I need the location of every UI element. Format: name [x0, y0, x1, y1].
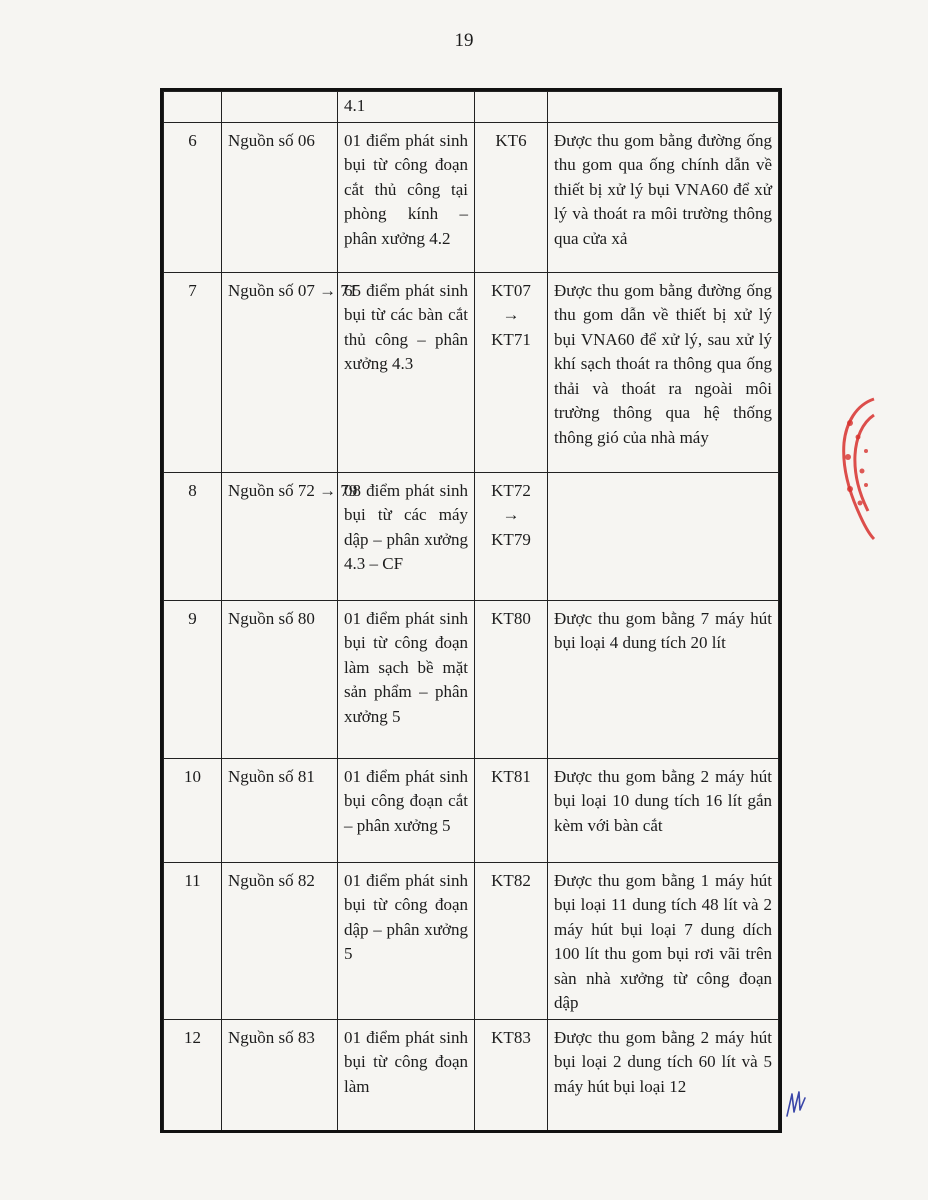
source-cell: Nguồn số 82 — [222, 862, 338, 1019]
code-cell: KT81 — [475, 758, 548, 862]
code-cell: KT82 — [475, 862, 548, 1019]
table-row — [164, 862, 779, 1019]
emission-sources-table — [160, 88, 782, 1133]
treatment-cell: Được thu gom bằng đường ống thu gom qua ống chính dẫn về thiết bị xử lý bụi VNA60 để xử lý và thoát ra môi trường thông qua cửa xả — [548, 122, 779, 272]
table — [163, 91, 779, 1133]
row-number: 11 — [164, 862, 222, 1019]
table-row — [164, 758, 779, 862]
table-row — [164, 272, 779, 472]
treatment-cell — [548, 472, 779, 600]
description-cell: 01 điểm phát sinh bụi từ công đoạn cắt thủ công tại phòng kính – phân xưởng 4.2 — [338, 122, 475, 272]
treatment-cell: Được thu gom bằng 7 máy hút bụi loại 4 dung tích 20 lít — [548, 600, 779, 758]
source-cell: Nguồn số 83 — [222, 1019, 338, 1133]
description-cell: 4.1 — [338, 92, 475, 123]
description-cell: 01 điểm phát sinh bụi từ công đoạn làm — [338, 1019, 475, 1133]
treatment-cell: Được thu gom bằng 1 máy hút bụi loại 11 dung tích 48 lít và 2 máy hút bụi loại 7 dung dích 100 lít thu gom bụi rơi vãi trên sàn nhà xưởng từ công đoạn dập — [548, 862, 779, 1019]
source-cell: Nguồn số 06 — [222, 122, 338, 272]
row-number: 8 — [164, 472, 222, 600]
source-cell: Nguồn số 72 → 79 — [222, 472, 338, 600]
table-body — [164, 92, 779, 1134]
code-cell: KT72 → KT79 — [475, 472, 548, 600]
description-cell: 65 điểm phát sinh bụi từ các bàn cắt thủ công – phân xưởng 4.3 — [338, 272, 475, 472]
row-number: 9 — [164, 600, 222, 758]
source-cell — [222, 92, 338, 123]
row-number — [164, 92, 222, 123]
table-row — [164, 600, 779, 758]
description-cell: 01 điểm phát sinh bụi từ công đoạn dập – phân xưởng 5 — [338, 862, 475, 1019]
code-cell: KT80 — [475, 600, 548, 758]
source-cell: Nguồn số 80 — [222, 600, 338, 758]
code-cell — [475, 92, 548, 123]
treatment-cell: Được thu gom bằng đường ống thu gom dẫn về thiết bị xử lý bụi VNA60 để xử lý, sau xử lý khí sạch thoát ra thông qua ống thải và thoát ra ngoài môi trường thông qua hệ thống thông gió của nhà máy — [548, 272, 779, 472]
source-cell: Nguồn số 07 → 71 — [222, 272, 338, 472]
code-cell: KT6 — [475, 122, 548, 272]
table-row — [164, 472, 779, 600]
treatment-cell: Được thu gom bằng 2 máy hút bụi loại 2 dung tích 60 lít và 5 máy hút bụi loại 12 — [548, 1019, 779, 1133]
table-row — [164, 122, 779, 272]
row-number: 10 — [164, 758, 222, 862]
source-cell: Nguồn số 81 — [222, 758, 338, 862]
row-number: 12 — [164, 1019, 222, 1133]
table-row — [164, 92, 779, 123]
treatment-cell — [548, 92, 779, 123]
page-number: 19 — [454, 30, 474, 51]
red-seal-stamp — [836, 393, 876, 543]
row-number: 6 — [164, 122, 222, 272]
code-cell: KT83 — [475, 1019, 548, 1133]
treatment-cell: Được thu gom bằng 2 máy hút bụi loại 10 dung tích 16 lít gắn kèm với bàn cắt — [548, 758, 779, 862]
code-cell: KT07 → KT71 — [475, 272, 548, 472]
table-row — [164, 1019, 779, 1133]
signature-mark — [784, 1086, 808, 1122]
description-cell: 01 điểm phát sinh bụi công đoạn cắt – phân xưởng 5 — [338, 758, 475, 862]
description-cell: 08 điểm phát sinh bụi từ các máy dập – phân xưởng 4.3 – CF — [338, 472, 475, 600]
description-cell: 01 điểm phát sinh bụi từ công đoạn làm sạch bề mặt sản phẩm – phân xưởng 5 — [338, 600, 475, 758]
row-number: 7 — [164, 272, 222, 472]
